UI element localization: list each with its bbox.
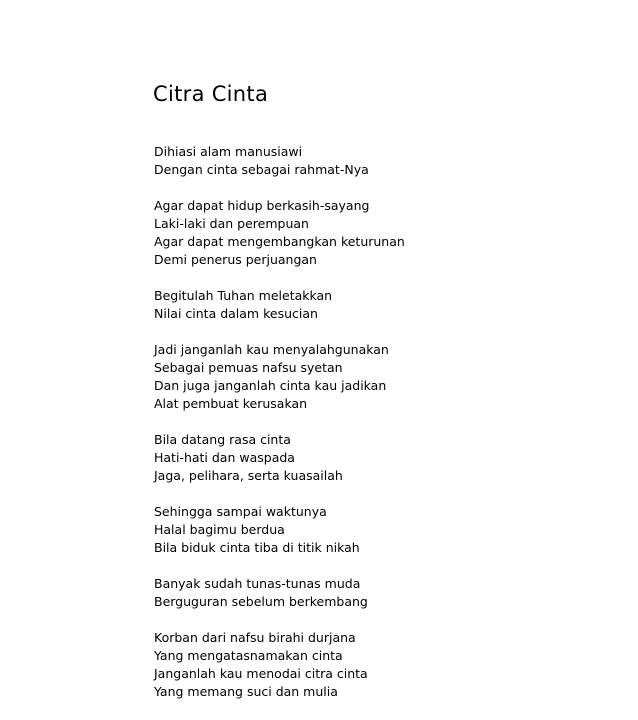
poem-line: Agar dapat hidup berkasih-sayang — [154, 198, 370, 213]
poem-line: Sebagai pemuas nafsu syetan — [154, 360, 343, 375]
poem-line: Agar dapat mengembangkan keturunan — [154, 234, 405, 249]
poem-line: Banyak sudah tunas-tunas muda — [154, 576, 361, 591]
stanza — [154, 431, 614, 485]
poem-line: Bila datang rasa cinta — [154, 432, 291, 447]
poem-line: Nilai cinta dalam kesucian — [154, 306, 318, 321]
poem-line: Janganlah kau menodai citra cinta — [154, 666, 368, 681]
poem-line: Jaga, pelihara, serta kuasailah — [154, 468, 343, 483]
stanza — [154, 503, 614, 557]
poem-line: Begitulah Tuhan meletakkan — [154, 288, 333, 303]
stanza — [154, 575, 614, 611]
poem-line: Laki-laki dan perempuan — [154, 216, 309, 231]
poem-title: Citra Cinta — [153, 82, 269, 106]
stanza — [154, 197, 614, 269]
stanza — [154, 629, 614, 701]
poem-line: Sehingga sampai waktunya — [154, 504, 327, 519]
poem-body — [154, 143, 614, 719]
poem-line: Berguguran sebelum berkembang — [154, 594, 368, 609]
poem-line: Hati-hati dan waspada — [154, 450, 295, 465]
poem-line: Yang memang suci dan mulia — [154, 684, 338, 699]
poem-line: Dihiasi alam manusiawi — [154, 144, 303, 159]
poem-line: Yang mengatasnamakan cinta — [154, 648, 343, 663]
stanza — [154, 287, 614, 323]
stanza — [154, 143, 614, 179]
stanza — [154, 341, 614, 413]
poem-line: Korban dari nafsu birahi durjana — [154, 630, 356, 645]
poem-line: Demi penerus perjuangan — [154, 252, 317, 267]
poem-line: Alat pembuat kerusakan — [154, 396, 308, 411]
poem-line: Dengan cinta sebagai rahmat-Nya — [154, 162, 369, 177]
poem-line: Bila biduk cinta tiba di titik nikah — [154, 540, 360, 555]
poem-line: Jadi janganlah kau menyalahgunakan — [154, 342, 389, 357]
poem-line: Dan juga janganlah cinta kau jadikan — [154, 378, 387, 393]
poem-line: Halal bagimu berdua — [154, 522, 285, 537]
